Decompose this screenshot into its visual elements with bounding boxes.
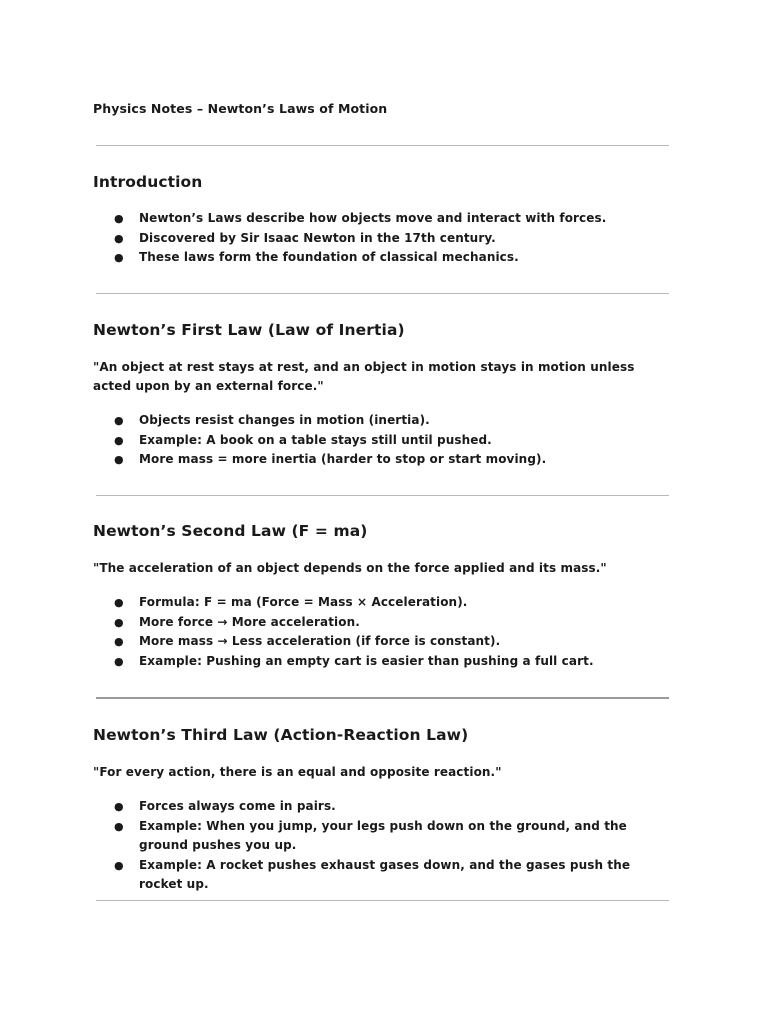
divider xyxy=(96,293,669,294)
list-item-text: Discovered by Sir Isaac Newton in the 17th century. xyxy=(139,230,496,245)
divider xyxy=(96,900,669,901)
bullet-icon: ● xyxy=(114,596,124,609)
law-quote: "The acceleration of an object depends on the force applied and its mass." xyxy=(93,561,607,575)
list-item xyxy=(93,450,673,470)
list-item xyxy=(93,856,673,895)
law-quote: "For every action, there is an equal and opposite reaction." xyxy=(93,765,502,779)
list-item xyxy=(93,411,673,431)
section-heading: Newton’s Second Law (F = ma) xyxy=(93,522,368,540)
section-first-law xyxy=(93,320,673,470)
divider xyxy=(96,697,669,699)
section-second-law xyxy=(93,521,673,671)
list-item-text: More mass → Less acceleration (if force is constant). xyxy=(139,634,501,648)
section-third-law xyxy=(93,725,673,895)
list-item-text: Objects resist changes in motion (inertia). xyxy=(139,413,430,427)
divider xyxy=(96,495,669,496)
bullet-icon: ● xyxy=(114,212,124,225)
list-item-text: Example: A rocket pushes exhaust gases down, and the gases push the rocket up. xyxy=(139,857,631,891)
bullet-list xyxy=(93,209,673,268)
bullet-icon: ● xyxy=(114,819,124,833)
bullet-icon: ● xyxy=(114,654,124,668)
list-item xyxy=(93,797,673,817)
bullet-icon: ● xyxy=(114,414,124,427)
bullet-icon: ● xyxy=(114,800,124,813)
list-item xyxy=(93,431,673,451)
bullet-list xyxy=(93,797,673,895)
list-item-text: Example: When you jump, your legs push down on the ground, and the ground pushes you up. xyxy=(139,818,627,852)
list-item-text: Forces always come in pairs. xyxy=(139,799,336,813)
bullet-icon: ● xyxy=(114,635,124,648)
bullet-icon: ● xyxy=(114,858,124,872)
section-heading: Newton’s First Law (Law of Inertia) xyxy=(93,321,405,339)
list-item-text: Example: A book on a table stays still until pushed. xyxy=(139,432,492,447)
list-item xyxy=(93,209,673,229)
list-item-text: Formula: F = ma (Force = Mass × Acceleration). xyxy=(139,595,468,609)
list-item xyxy=(93,613,673,633)
list-item xyxy=(93,593,673,613)
list-item-text: More mass = more inertia (harder to stop or start moving). xyxy=(139,452,547,466)
bullet-list xyxy=(93,593,673,671)
law-quote: "An object at rest stays at rest, and an object in motion stays in motion unless acted upon by an external force." xyxy=(93,360,635,393)
list-item xyxy=(93,248,673,268)
bullet-icon: ● xyxy=(114,453,124,466)
list-item xyxy=(93,229,673,249)
section-introduction xyxy=(93,172,673,268)
bullet-icon: ● xyxy=(114,251,124,264)
list-item xyxy=(93,652,673,672)
section-heading: Introduction xyxy=(93,173,203,191)
list-item-text: More force → More acceleration. xyxy=(139,614,360,629)
bullet-list xyxy=(93,411,673,470)
bullet-icon: ● xyxy=(114,231,124,245)
list-item xyxy=(93,817,673,856)
list-item-text: These laws form the foundation of classical mechanics. xyxy=(139,250,519,264)
divider xyxy=(96,145,669,146)
list-item-text: Newton’s Laws describe how objects move and interact with forces. xyxy=(139,211,607,225)
section-heading: Newton’s Third Law (Action-Reaction Law) xyxy=(93,726,469,744)
bullet-icon: ● xyxy=(114,615,124,629)
list-item xyxy=(93,632,673,652)
document-title: Physics Notes – Newton’s Laws of Motion xyxy=(93,101,388,116)
bullet-icon: ● xyxy=(114,433,124,447)
list-item-text: Example: Pushing an empty cart is easier than pushing a full cart. xyxy=(139,653,594,668)
